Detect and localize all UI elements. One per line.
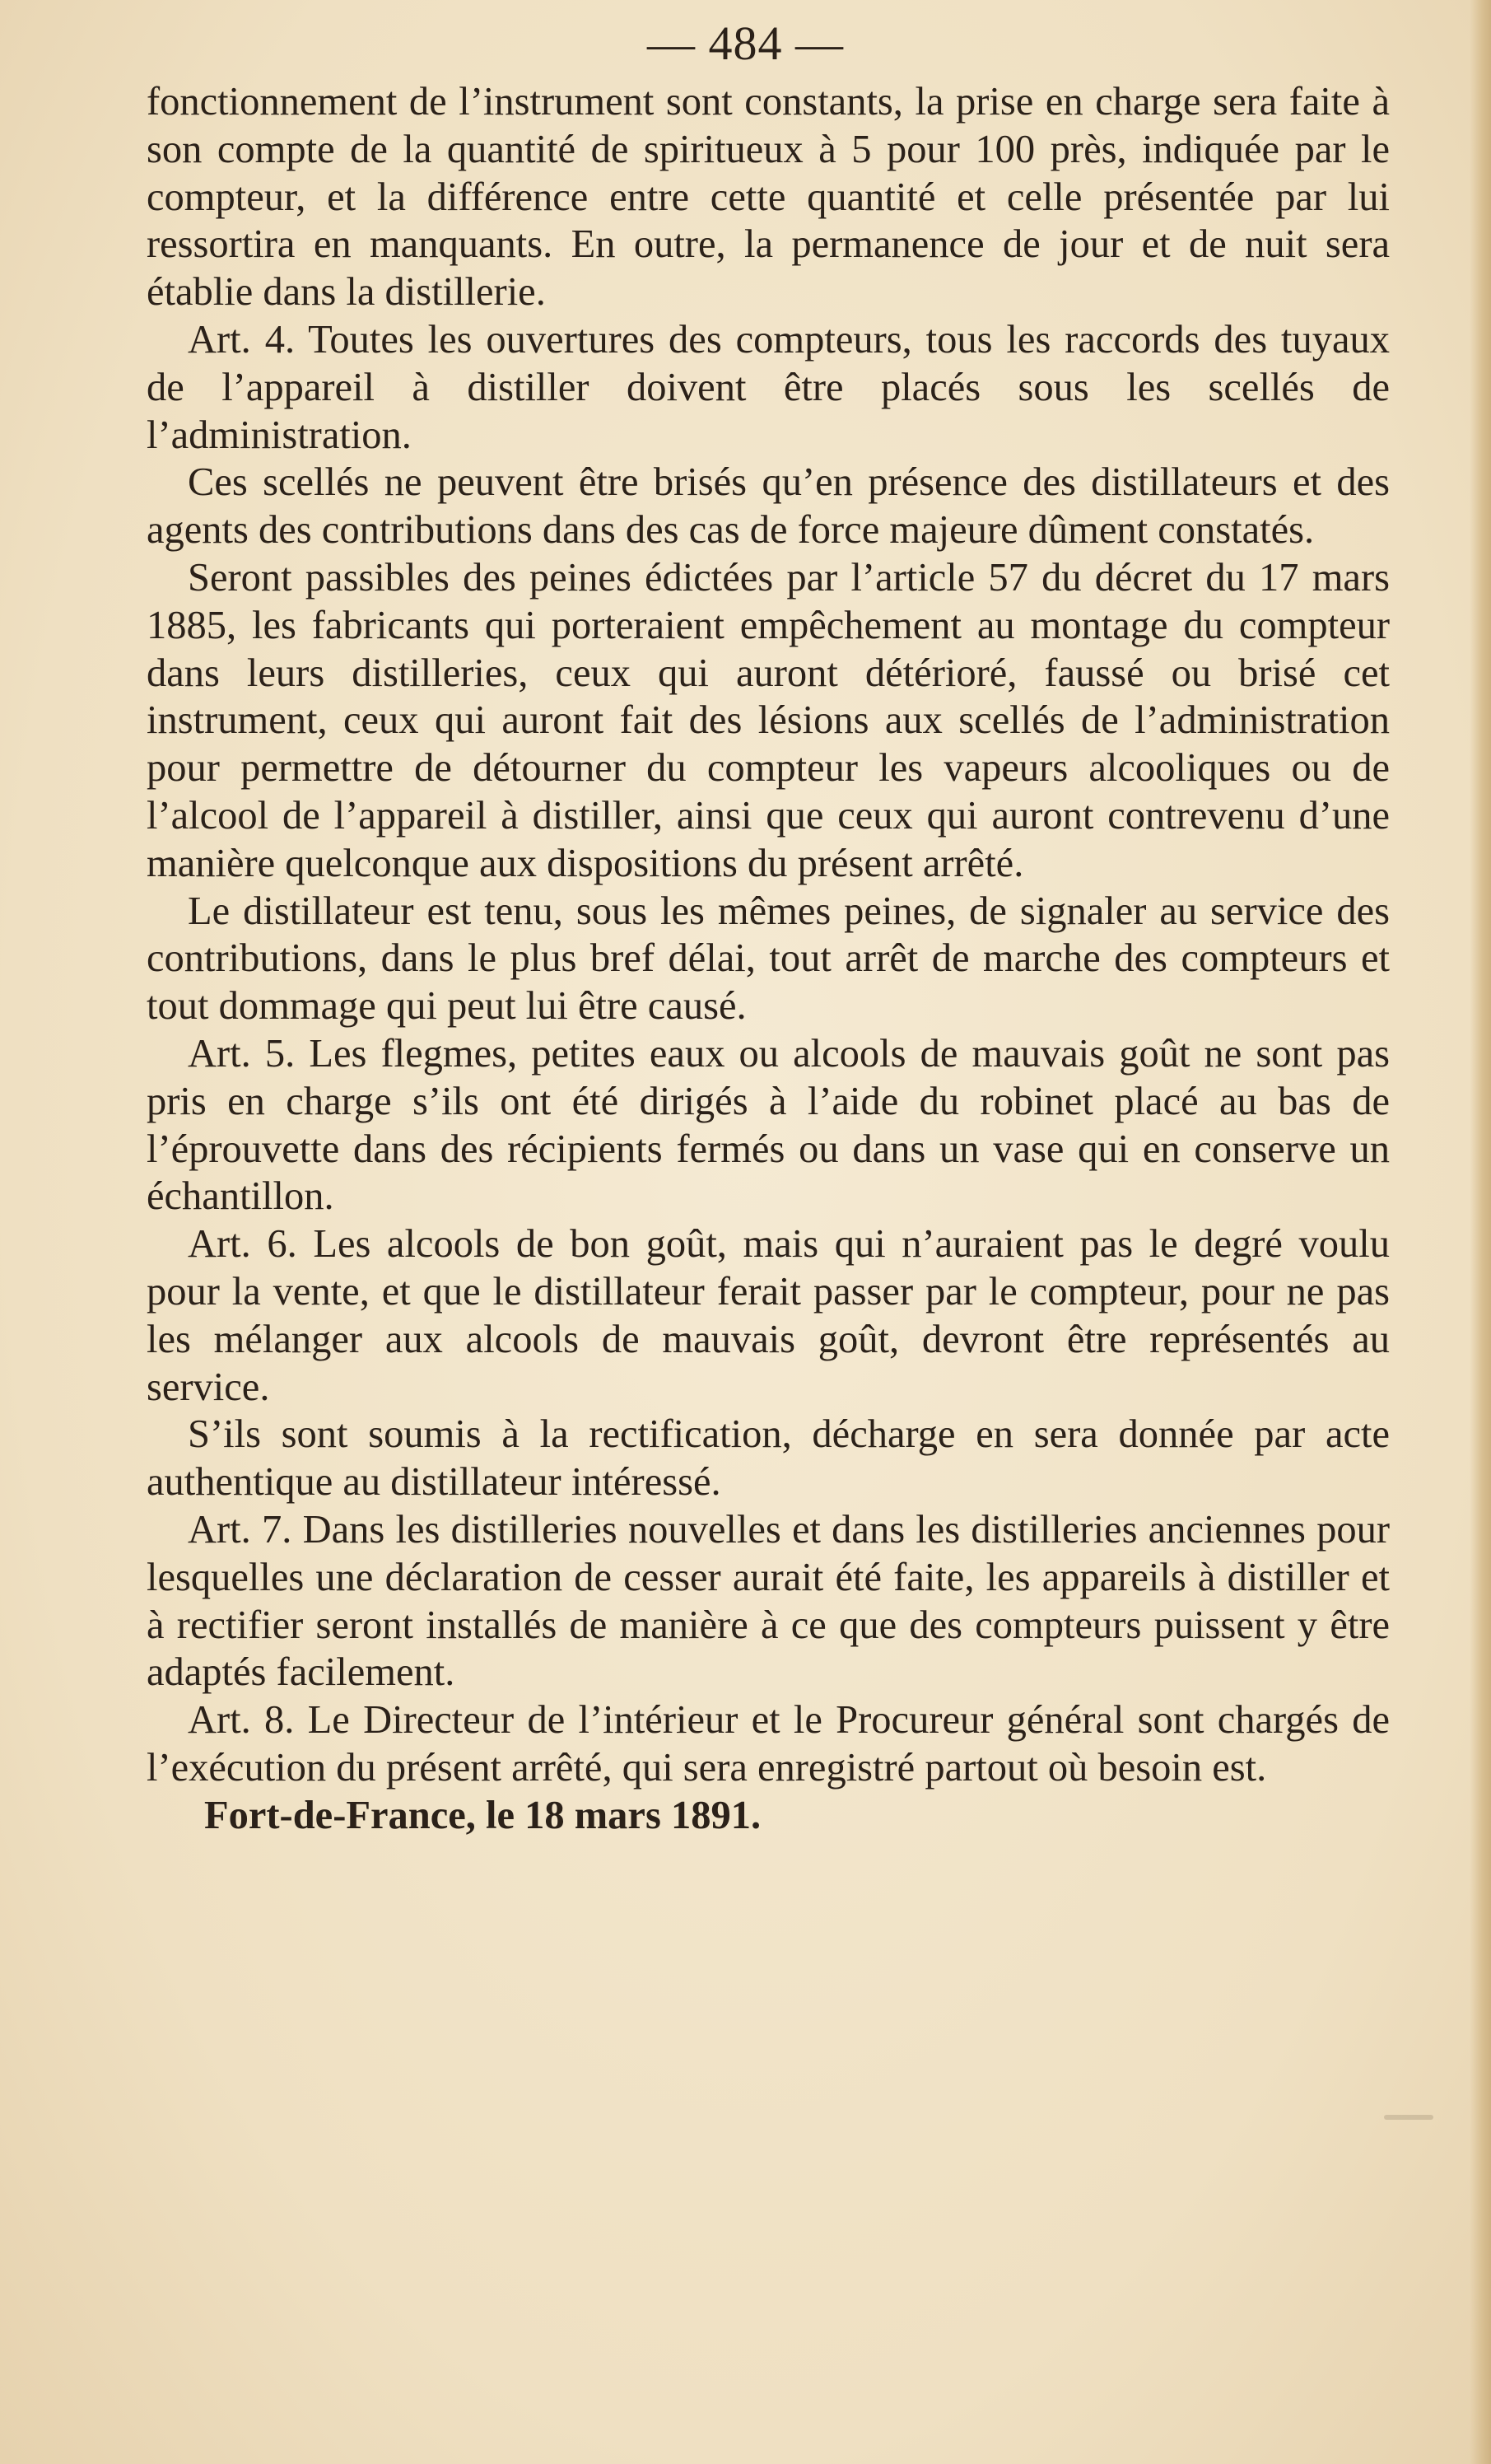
paragraph-art-7: Art. 7. Dans les distilleries nouvelles et dans les distilleries anciennes pour lesquelles une déclaration de cesser aurait été faite, les appareils à distiller et à rectifier seront installés de manière à ce que des compteurs puissent y être adaptés facilement.	[147, 1507, 1390, 1695]
paragraph-rectification: S’ils sont soumis à la rectification, décharge en sera donnée par acte authentique au distillateur intéressé.	[147, 1412, 1390, 1505]
body-text	[147, 78, 1390, 1839]
page-edge	[1470, 0, 1491, 2464]
paragraph-scelles: Ces scellés ne peuvent être brisés qu’en présence des distillateurs et des agents des contributions dans des cas de force majeure dûment constatés.	[147, 460, 1390, 553]
paragraph-art-5: Art. 5. Les flegmes, petites eaux ou alcools de mauvais goût ne sont pas pris en charge s’ils ont été dirigés à l’aide du robinet placé au bas de l’éprouvette dans des récipients fermés ou dans un vase qui en conserve un échantillon.	[147, 1031, 1390, 1219]
paragraph-art-4: Art. 4. Toutes les ouvertures des compteurs, tous les raccords des tuyaux de l’appareil à distiller doivent être placés sous les scellés de l’administration.	[147, 317, 1390, 457]
paragraph-distillateur: Le distillateur est tenu, sous les mêmes peines, de signaler au service des contributions, dans le plus bref délai, tout arrêt de marche des compteurs et tout dommage qui peut lui être causé.	[147, 889, 1390, 1029]
paragraph-art-6: Art. 6. Les alcools de bon goût, mais qui n’auraient pas le degré voulu pour la vente, et que le distillateur ferait passer par le compteur, pour ne pas les mélanger aux alcools de mauvais goût, devront être représentés au service.	[147, 1222, 1390, 1409]
paragraph-continuation: fonctionnement de l’instrument sont constants, la prise en charge sera faite à son compte de la quantité de spiritueux à 5 pour 100 près, indiquée par le compteur, et la différence entre cette quantité et celle présentée par lui ressortira en manquants. En outre, la permanence de jour et de nuit sera établie dans la distillerie.	[147, 80, 1390, 315]
page-number: — 484 —	[647, 16, 844, 70]
ink-smudge	[1384, 2115, 1433, 2120]
signoff-place-date: Fort-de-France, le 18 mars 1891.	[204, 1793, 762, 1837]
paragraph-art-8: Art. 8. Le Directeur de l’intérieur et le Procureur général sont chargés de l’exécution du présent arrêté, qui sera enregistré partout où besoin est.	[147, 1698, 1390, 1790]
paragraph-peines: Seront passibles des peines édictées par l’article 57 du décret du 17 mars 1885, les fabricants qui porteraient empêchement au montage du compteur dans leurs distilleries, ceux qui auront détérioré, faussé ou brisé cet instrument, ceux qui auront fait des lésions aux scellés de l’administration pour permettre de détourner du compteur les vapeurs alcooliques ou de l’alcool de l’appareil à distiller, ainsi que ceux qui auront contrevenu d’une manière quelconque aux dispositions du présent arrêté.	[147, 555, 1390, 885]
